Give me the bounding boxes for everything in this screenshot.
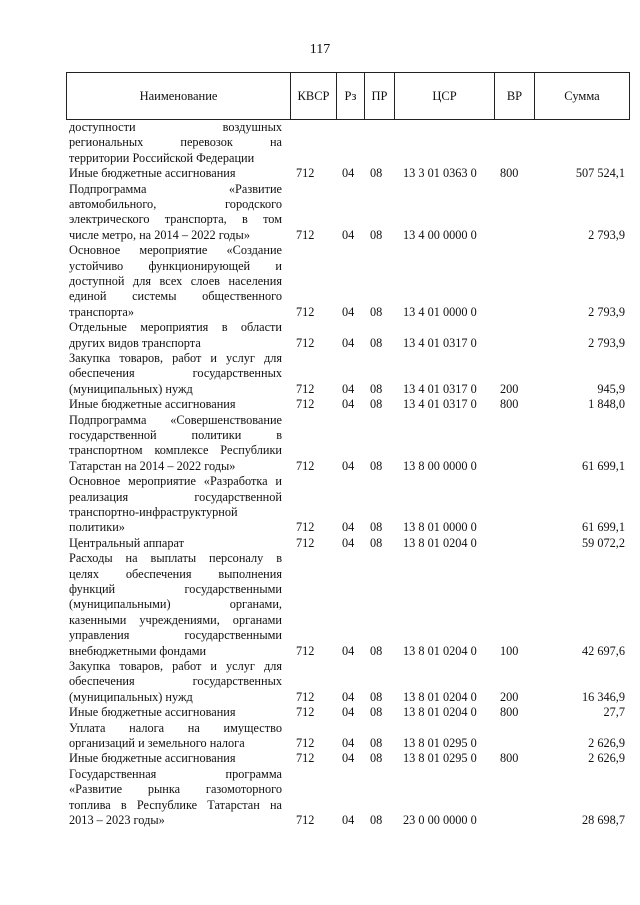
row-name [69,751,282,766]
row-name [69,536,282,551]
header-csr: ЦСР [395,73,495,119]
row-kvsr: 712 [296,458,315,473]
row-rz: 04 [342,520,355,535]
row-name-line: Иные бюджетные ассигнования [69,751,236,766]
row-csr: 23 0 00 0000 0 [403,812,477,827]
row-name-line: транспортном комплексе Республики [69,443,282,458]
row-csr: 13 8 01 0204 0 [403,689,477,704]
row-name-line: автомобильного, городского [69,196,282,211]
row-pr: 08 [370,304,383,319]
header-rz: Рз [337,73,365,119]
row-pr: 08 [370,458,383,473]
table-row [0,320,640,351]
row-kvsr: 712 [296,381,315,396]
row-name [69,551,282,659]
row-name-line: числе метро, на 2014 – 2022 годы» [69,227,250,242]
row-name [69,721,282,752]
row-name [69,474,282,536]
row-csr: 13 8 01 0204 0 [403,705,477,720]
row-rz: 04 [342,166,355,181]
row-vr: 800 [500,166,519,181]
row-name-line: государственной политики в [69,427,282,442]
row-pr: 08 [370,705,383,720]
row-vr: 800 [500,705,519,720]
table-row [0,659,640,705]
row-sum: 507 524,1 [575,166,625,181]
row-pr: 08 [370,643,383,658]
table-row [0,536,640,551]
row-pr: 08 [370,227,383,242]
row-rz: 04 [342,381,355,396]
row-name-line: региональных перевозок на [69,135,282,150]
row-name [69,397,282,412]
row-kvsr: 712 [296,751,315,766]
row-name-line: электрического транспорта, в том [69,212,282,227]
row-name-line: доступной для всех слоев населения [69,273,282,288]
row-csr: 13 8 01 0204 0 [403,535,477,550]
row-pr: 08 [370,735,383,750]
row-sum: 2 793,9 [588,304,625,319]
row-name-line: Основное мероприятие «Разработка и [69,474,282,489]
row-kvsr: 712 [296,397,315,412]
row-rz: 04 [342,705,355,720]
row-rz: 04 [342,751,355,766]
row-name-line: Расходы на выплаты персоналу в [69,551,282,566]
row-sum: 59 072,2 [581,535,625,550]
row-pr: 08 [370,535,383,550]
row-name [69,182,282,244]
row-name-line: единой системы общественного [69,289,282,304]
row-name-line: (муниципальных) нужд [69,381,193,396]
row-name-line: функций государственными [69,581,282,596]
row-name-line: реализация государственной [69,489,282,504]
row-name-line: Уплата налога на имущество [69,720,282,735]
row-rz: 04 [342,643,355,658]
row-name-line: Отдельные мероприятия в области [69,320,282,335]
row-sum: 2 793,9 [588,335,625,350]
header-sum: Сумма [564,88,600,103]
row-kvsr: 712 [296,689,315,704]
row-kvsr: 712 [296,227,315,242]
row-name-line: Иные бюджетные ассигнования [69,705,236,720]
row-rz: 04 [342,304,355,319]
row-name-line: Основное мероприятие «Создание [69,243,282,258]
row-name-line: Иные бюджетные ассигнования [69,166,236,181]
row-name [69,120,282,166]
row-name-line: внебюджетными фондами [69,643,207,658]
header-pr: ПР [365,73,395,119]
row-name-line: Подпрограмма «Совершенствование [69,412,282,427]
table-row [0,474,640,536]
row-rz: 04 [342,735,355,750]
row-name-line: 2013 – 2023 годы» [69,812,165,827]
row-csr: 13 4 01 0000 0 [403,304,477,319]
row-sum: 2 793,9 [588,227,625,242]
row-name-line: Закупка товаров, работ и услуг для [69,658,282,673]
row-name-line: топлива в Республике Татарстан на [69,797,282,812]
table-row [0,767,640,829]
row-name [69,320,282,351]
row-rz: 04 [342,812,355,827]
row-name [69,351,282,397]
row-name-line: управления государственными [69,628,282,643]
row-name-line: Закупка товаров, работ и услуг для [69,350,282,365]
row-name-line: «Развитие рынка газомоторного [69,782,282,797]
row-name-line: Центральный аппарат [69,535,184,550]
row-csr: 13 3 01 0363 0 [403,166,477,181]
row-sum: 27,7 [603,705,625,720]
row-name-line: Татарстан на 2014 – 2022 годы» [69,458,236,473]
row-sum: 1 848,0 [588,397,625,412]
row-rz: 04 [342,458,355,473]
row-name-line: (муниципальных) нужд [69,689,193,704]
row-name-line: других видов транспорта [69,335,201,350]
row-sum: 945,9 [597,381,625,396]
row-kvsr: 712 [296,335,315,350]
table-row [0,351,640,397]
row-name-line: обеспечения государственных [69,366,282,381]
header-vr: ВР [495,73,535,119]
row-name-line: целях обеспечения выполнения [69,566,282,581]
row-name-line: территории Российской Федерации [69,150,255,165]
row-rz: 04 [342,689,355,704]
table-body [0,120,640,828]
row-pr: 08 [370,397,383,412]
table-row [0,705,640,720]
row-name-line: Иные бюджетные ассигнования [69,397,236,412]
row-name-line: доступности воздушных [69,120,282,134]
row-sum: 2 626,9 [588,735,625,750]
row-csr: 13 8 01 0295 0 [403,751,477,766]
row-csr: 13 8 00 0000 0 [403,458,477,473]
row-kvsr: 712 [296,304,315,319]
table-row [0,413,640,475]
row-pr: 08 [370,381,383,396]
row-kvsr: 712 [296,166,315,181]
row-vr: 100 [500,643,519,658]
row-name [69,166,282,181]
row-csr: 13 8 01 0295 0 [403,735,477,750]
page-number: 117 [309,42,331,57]
row-name-line: обеспечения государственных [69,674,282,689]
table-row [0,243,640,320]
row-kvsr: 712 [296,643,315,658]
table-row [0,120,640,166]
row-kvsr: 712 [296,735,315,750]
header-kvsr: КВСР [291,73,337,119]
row-name-line: (муниципальными) органами, [69,597,282,612]
row-name-line: Подпрограмма «Развитие [69,181,282,196]
row-pr: 08 [370,812,383,827]
row-pr: 08 [370,520,383,535]
row-vr: 800 [500,751,519,766]
row-pr: 08 [370,689,383,704]
row-csr: 13 8 01 0000 0 [403,520,477,535]
row-sum: 42 697,6 [581,643,625,658]
row-name [69,243,282,320]
row-name-line: транспорта» [69,304,135,319]
row-sum: 61 699,1 [581,458,625,473]
table-row [0,182,640,244]
row-name [69,767,282,829]
row-name [69,413,282,475]
row-name-line: казенными учреждениями, органами [69,612,282,627]
row-csr: 13 4 01 0317 0 [403,397,477,412]
row-sum: 2 626,9 [588,751,625,766]
row-kvsr: 712 [296,705,315,720]
row-rz: 04 [342,335,355,350]
row-csr: 13 4 00 0000 0 [403,227,477,242]
row-vr: 800 [500,397,519,412]
table-header [66,72,630,120]
row-csr: 13 8 01 0204 0 [403,643,477,658]
row-name-line: политики» [69,520,125,535]
row-sum: 16 346,9 [581,689,625,704]
row-rz: 04 [342,397,355,412]
table-row [0,721,640,752]
table-row [0,166,640,181]
row-kvsr: 712 [296,812,315,827]
row-name-line: Государственная программа [69,766,282,781]
row-name [69,659,282,705]
row-sum: 61 699,1 [581,520,625,535]
row-pr: 08 [370,166,383,181]
row-name-line: транспортно-инфраструктурной [69,504,238,519]
row-vr: 200 [500,689,519,704]
table-row [0,751,640,766]
row-vr: 200 [500,381,519,396]
table-row [0,397,640,412]
row-csr: 13 4 01 0317 0 [403,381,477,396]
row-sum: 28 698,7 [581,812,625,827]
row-name-line: организаций и земельного налога [69,735,245,750]
row-pr: 08 [370,751,383,766]
table-row [0,551,640,659]
row-name [69,705,282,720]
row-rz: 04 [342,227,355,242]
row-kvsr: 712 [296,520,315,535]
row-name-line: устойчиво функционирующей и [69,258,282,273]
row-csr: 13 4 01 0317 0 [403,335,477,350]
row-pr: 08 [370,335,383,350]
row-kvsr: 712 [296,535,315,550]
header-name: Наименование [67,73,291,119]
row-rz: 04 [342,535,355,550]
